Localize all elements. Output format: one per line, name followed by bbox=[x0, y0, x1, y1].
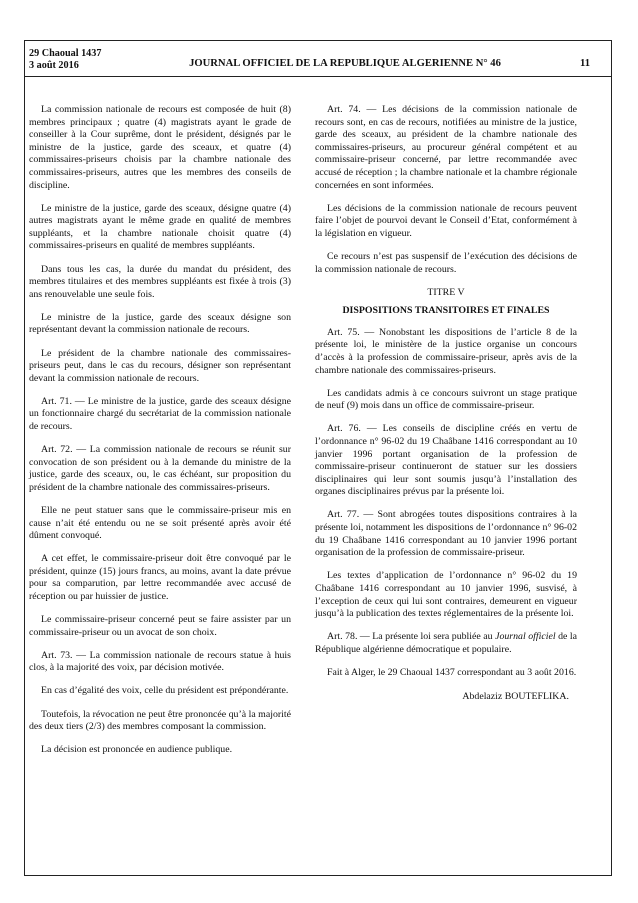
article-76: Art. 76. — Les conseils de discipline créés en vertu de l’ordonnance n° 96-02 du 19 Chaâbane 1416 correspondant au 10 janvier 1996 portant organisation de la profession de commissaire-priseur continueront de statuer sur les dossiers disciplinaires qui leur sont soumis jusqu’à l’installation des organes disciplinaires prévus par la présente loi. bbox=[315, 423, 577, 498]
paragraph: Le ministre de la justice, garde des sceaux désigne son représentant devant la commission nationale de recours. bbox=[29, 311, 291, 336]
article-71: Art. 71. — Le ministre de la justice, garde des sceaux désigne un fonctionnaire chargé du secrétariat de la commission nationale de recours. bbox=[29, 395, 291, 432]
paragraph: Toutefois, la révocation ne peut être prononcée qu’à la majorité des deux tiers (2/3) des membres composant la commission. bbox=[29, 708, 291, 733]
journal-officiel-italic: Journal officiel bbox=[495, 631, 556, 643]
paragraph: Les décisions de la commission nationale de recours peuvent faire l’objet de pourvoi devant le Conseil d’Etat, conformément à la législation en vigueur. bbox=[315, 202, 577, 239]
article-75: Art. 75. — Nonobstant les dispositions de l’article 8 de la présente loi, le ministère de la justice organise un concours d’accès à la profession de commissaire-priseur, après avis de la chambre nationale des commissaires-priseurs. bbox=[315, 326, 577, 376]
paragraph: La commission nationale de recours est composée de huit (8) membres principaux ; quatre (4) magistrats ayant le grade de conseiller à la Cour suprême, dont le président, désignés par le ministre de la justice, garde des sceaux, et quatre (4) commissaires-priseurs choisis par la chambre nationale des commissaires-priseurs, autres que les membres des conseils de discipline. bbox=[29, 104, 291, 191]
signature: Abdelaziz BOUTEFLIKA. bbox=[462, 691, 569, 703]
paragraph: Elle ne peut statuer sans que le commissaire-priseur mis en cause n’ait été entendu ou ne se soit présenté après avoir été dûment convoqué. bbox=[29, 504, 291, 542]
paragraph: Le président de la chambre nationale des commissaires-priseurs peut, dans le cas du recours, désigner son représentant devant la commission nationale de recours. bbox=[29, 347, 291, 384]
page-number: 11 bbox=[579, 58, 590, 69]
paragraph: Ce recours n’est pas suspensif de l’exécution des décisions de la commission nationale de recours. bbox=[315, 250, 577, 275]
journal-title: JOURNAL OFFICIEL DE LA REPUBLIQUE ALGERIENNE N° 46 bbox=[189, 58, 501, 69]
header-divider bbox=[24, 76, 612, 77]
article-78-text-end: de la République algérienne démocratique et populaire. bbox=[315, 631, 577, 655]
header-date bbox=[29, 48, 139, 71]
header-date-hijri: 29 Chaoual 1437 bbox=[29, 48, 102, 59]
paragraph: La décision est prononcée en audience publique. bbox=[41, 744, 233, 756]
paragraph: Le ministre de la justice, garde des sceaux, désigne quatre (4) autres magistrats ayant le même grade en qualité de membres suppléants, et la chambre nationale choisit quatre (4) commissaires-priseurs en qualité de membres suppléants. bbox=[29, 202, 291, 252]
article-78 bbox=[315, 631, 577, 656]
paragraph: Le commissaire-priseur concerné peut se faire assister par un commissaire-priseur ou un avocat de son choix. bbox=[29, 614, 291, 638]
article-77: Art. 77. — Sont abrogées toutes dispositions contraires à la présente loi, notamment les dispositions de l’ordonnance n° 96-02 du 19 Chaâbane 1416 correspondant au 10 janvier 1996 portant organisation de la profession de commissaire-priseur. bbox=[315, 509, 577, 559]
article-73: Art. 73. — La commission nationale de recours statue à huis clos, à la majorité des voix, par décision motivée. bbox=[29, 649, 291, 674]
article-74: Art. 74. — Les décisions de la commission nationale de recours sont, en cas de recours, notifiées au ministre de la justice, garde des sceaux, au président de la chambre nationale des commissaires-priseurs, au procureur général compétent et au commissaire-priseur concerné, par lettre recommandée avec accusé de réception ; la chambre nationale et la chambre régionale concernées en sont informées. bbox=[315, 104, 577, 191]
article-78-text: Art. 78. — La présente loi sera publiée au bbox=[327, 631, 496, 643]
title-heading: DISPOSITIONS TRANSITOIRES ET FINALES bbox=[342, 305, 550, 317]
paragraph: A cet effet, le commissaire-priseur doit être convoqué par le président, quinze (15) jours francs, au moins, avant la date prévue pour sa comparution, par lettre recommandée avec accusé de réception ou par huissier de justice. bbox=[29, 553, 291, 602]
paragraph: Dans tous les cas, la durée du mandat du président, des membres titulaires et des membres suppléants est fixée à trois (3) ans renouvelable une seule fois. bbox=[29, 263, 291, 300]
right-column bbox=[315, 104, 577, 715]
article-72: Art. 72. — La commission nationale de recours se réunit sur convocation de son président ou à la demande du ministre de la justice, garde des sceaux, ou, le cas échéant, sur proposition du président de la chambre nationale des commissaires-priseurs. bbox=[29, 444, 291, 493]
closing-statement: Fait à Alger, le 29 Chaoual 1437 correspondant au 3 août 2016. bbox=[327, 666, 577, 678]
paragraph: Les textes d’application de l’ordonnance n° 96-02 du 19 Chaâbane 1416 correspondant au 10 janvier 1996, susvisé, à l’exception de ceux qui lui sont contraires, demeurent en vigueur jusqu’à la publication des textes réglementaires de la présente loi. bbox=[315, 570, 577, 620]
paragraph: En cas d’égalité des voix, celle du président est prépondérante. bbox=[41, 685, 289, 697]
paragraph: Les candidats admis à ce concours suivront un stage pratique de neuf (9) mois dans un office de commissaire-priseur. bbox=[315, 387, 577, 412]
left-column bbox=[29, 104, 291, 767]
title-label: TITRE V bbox=[427, 286, 465, 298]
header-date-gregorian: 3 août 2016 bbox=[29, 59, 79, 71]
